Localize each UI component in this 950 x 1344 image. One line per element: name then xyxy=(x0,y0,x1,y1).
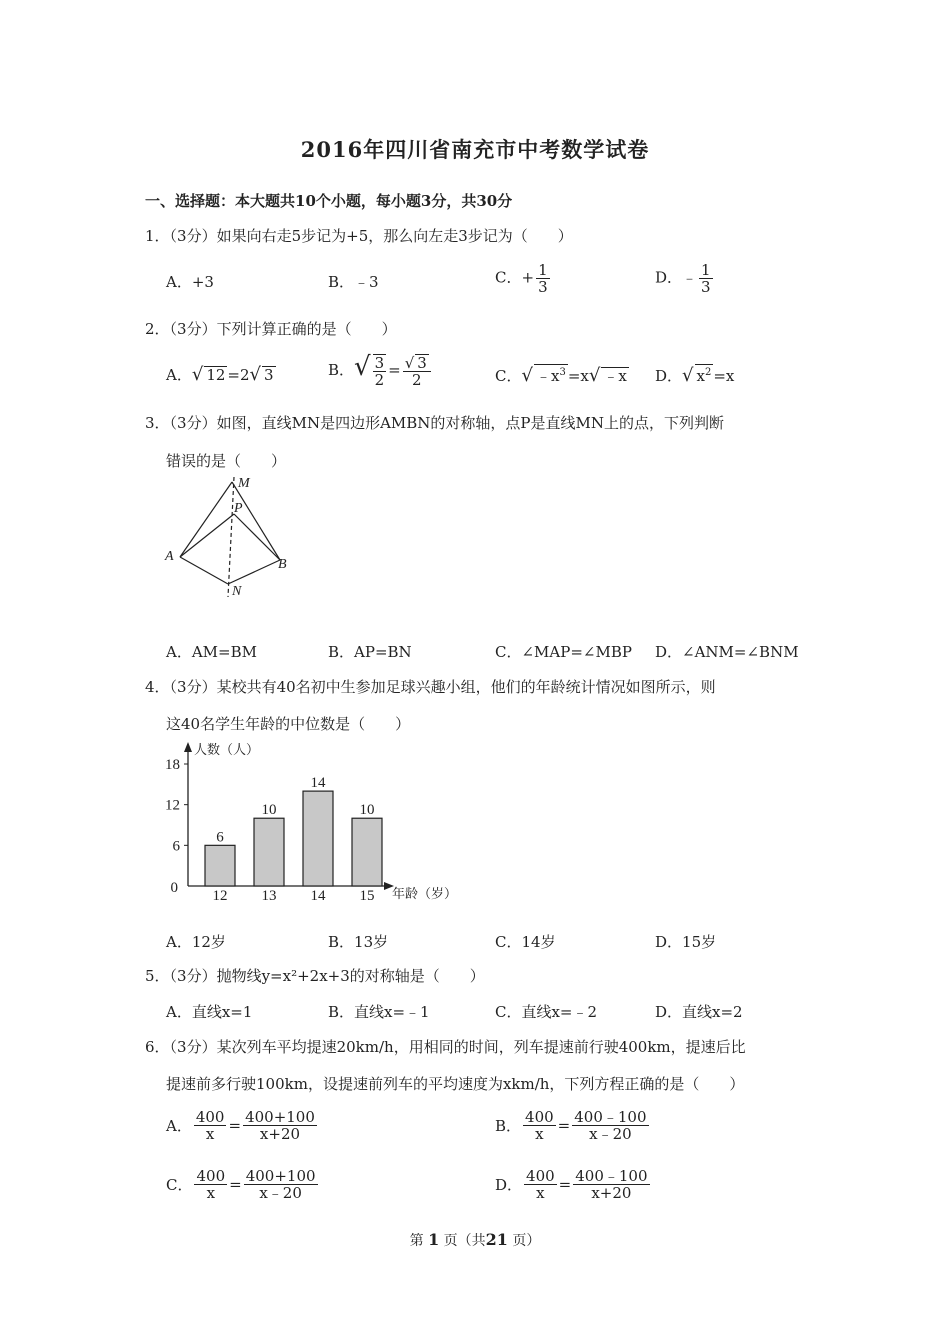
q1-option-c xyxy=(495,262,552,295)
question-4-stem-cont: 这40名学生年龄的中位数是（ ） xyxy=(166,715,411,733)
segment-bn xyxy=(228,560,280,584)
q1-option-d xyxy=(655,262,715,295)
q2-option-a: A．√ 12 =2√ 3 xyxy=(166,364,274,385)
question-3-stem: 3．（3分）如图，直线MN是四边形AMBN的对称轴，点P是直线MN上的点，下列判断 xyxy=(145,414,724,432)
q5-option-c: C．直线x=﹣2 xyxy=(495,1003,598,1021)
q3-option-c: C．∠MAP=∠MBP xyxy=(495,643,632,661)
bar-data-label: 10 xyxy=(359,802,375,819)
sign: ﹣ xyxy=(682,268,698,287)
question-6-stem: 6．（3分）某次列车平均提速20km/h，用相同的时间，列车提速前行驶400km，提速后比 xyxy=(145,1038,746,1056)
q1-option-a: A．+3 xyxy=(166,273,214,291)
q4-option-c: C．14岁 xyxy=(495,933,556,951)
q6-option-b: B． $\frac{400}{x}$ = $\frac{400﹣100}{x﹣20}$ xyxy=(495,1108,647,1143)
q3-option-a: A．AM=BM xyxy=(166,643,257,661)
q4-option-d: D．15岁 xyxy=(655,933,717,951)
bar-data-label: 14 xyxy=(310,775,326,792)
question-3-stem-cont: 错误的是（ ） xyxy=(166,452,287,470)
x-tick-label: 13 xyxy=(261,888,277,904)
bar-data-label: 10 xyxy=(261,802,277,819)
bar xyxy=(205,845,235,886)
segment-bp xyxy=(234,514,280,560)
q2-option-b: B．√ $\frac{3}{2}$ = $\frac{√ 3}{2}$ xyxy=(328,352,433,388)
label-b: B xyxy=(278,557,287,572)
q5-option-b: B．直线x=﹣1 xyxy=(328,1003,430,1021)
fraction: $\frac{1}{3}$ xyxy=(538,261,548,296)
question-2-stem: 2．（3分）下列计算正确的是（ ） xyxy=(145,320,397,338)
q3-option-b: B．AP=BN xyxy=(328,643,412,661)
y-tick-label: 12 xyxy=(165,797,180,814)
question-5-stem: 5．（3分）抛物线y=x²+2x+3的对称轴是（ ） xyxy=(145,967,485,985)
question-4-stem: 4．（3分）某校共有40名初中生参加足球兴趣小组，他们的年龄统计情况如图所示，则 xyxy=(145,678,716,696)
segment-an xyxy=(180,557,228,584)
q1-option-b: B．﹣3 xyxy=(328,273,379,291)
page-footer: 第 1 页（共21 页） xyxy=(409,1230,541,1249)
y-tick-label: 6 xyxy=(172,838,180,855)
label-a: A xyxy=(165,549,174,564)
q2-option-c: C．√ $﹣x^3 =x√$ ﹣x xyxy=(495,365,627,386)
q6-option-d: D． $\frac{400}{x}$ = $\frac{400﹣100}{x+20}$ xyxy=(495,1167,648,1202)
label-m: M xyxy=(238,476,250,491)
y-axis-arrow xyxy=(184,742,192,752)
section-heading: 一、选择题：本大题共10个小题，每小题3分，共30分 xyxy=(145,192,513,210)
q4-option-b: B．13岁 xyxy=(328,933,389,951)
x-tick-label: 12 xyxy=(212,888,228,904)
label-n: N xyxy=(232,584,242,599)
bar-data-label: 6 xyxy=(216,829,224,846)
bar xyxy=(303,791,333,886)
q5-option-a: A．直线x=1 xyxy=(166,1003,253,1021)
segment-bm xyxy=(232,482,280,560)
option-label: D． xyxy=(655,268,683,287)
q5-option-d: D．直线x=2 xyxy=(655,1003,743,1021)
page-total: 21 xyxy=(485,1230,508,1249)
page-title: 2016年四川省南充市中考数学试卷 xyxy=(300,137,650,162)
q6-option-a: A． $\frac{400}{x}$ = $\frac{400+100}{x+20}$ xyxy=(166,1108,315,1143)
line-mn xyxy=(228,477,234,597)
y-tick-label: 18 xyxy=(165,757,180,773)
segment-ap xyxy=(180,514,234,557)
x-tick-label: 15 xyxy=(359,888,375,904)
page-number: 1 xyxy=(428,1230,440,1249)
label-p: P xyxy=(234,501,243,516)
sign: + xyxy=(521,268,535,287)
y-tick-label: 0 xyxy=(170,880,178,896)
x-axis-label: 年龄（岁） xyxy=(392,887,458,902)
q6-option-c: C． $\frac{400}{x}$ = $\frac{400+100}{x﹣20}$ xyxy=(166,1167,316,1202)
q3-option-d: D．∠ANM=∠BNM xyxy=(655,643,799,661)
q2-option-d: D．√ $x^2 =x$ xyxy=(655,365,735,386)
option-label: C． xyxy=(495,268,522,287)
fraction: $\frac{1}{3}$ xyxy=(701,261,711,296)
x-tick-label: 14 xyxy=(310,888,326,904)
question-1-stem: 1．（3分）如果向右走5步记为+5，那么向左走3步记为（ ） xyxy=(145,227,573,245)
q4-option-a: A．12岁 xyxy=(166,933,226,951)
question-6-stem-cont: 提速前多行驶100km，设提速前列车的平均速度为xkm/h，下列方程正确的是（ ） xyxy=(166,1075,745,1093)
segment-am xyxy=(180,482,232,557)
quadrilateral-figure xyxy=(160,472,300,607)
y-axis-label: 人数（人） xyxy=(194,743,260,758)
bar xyxy=(254,818,284,886)
bar xyxy=(352,818,382,886)
age-bar-chart xyxy=(158,738,468,908)
